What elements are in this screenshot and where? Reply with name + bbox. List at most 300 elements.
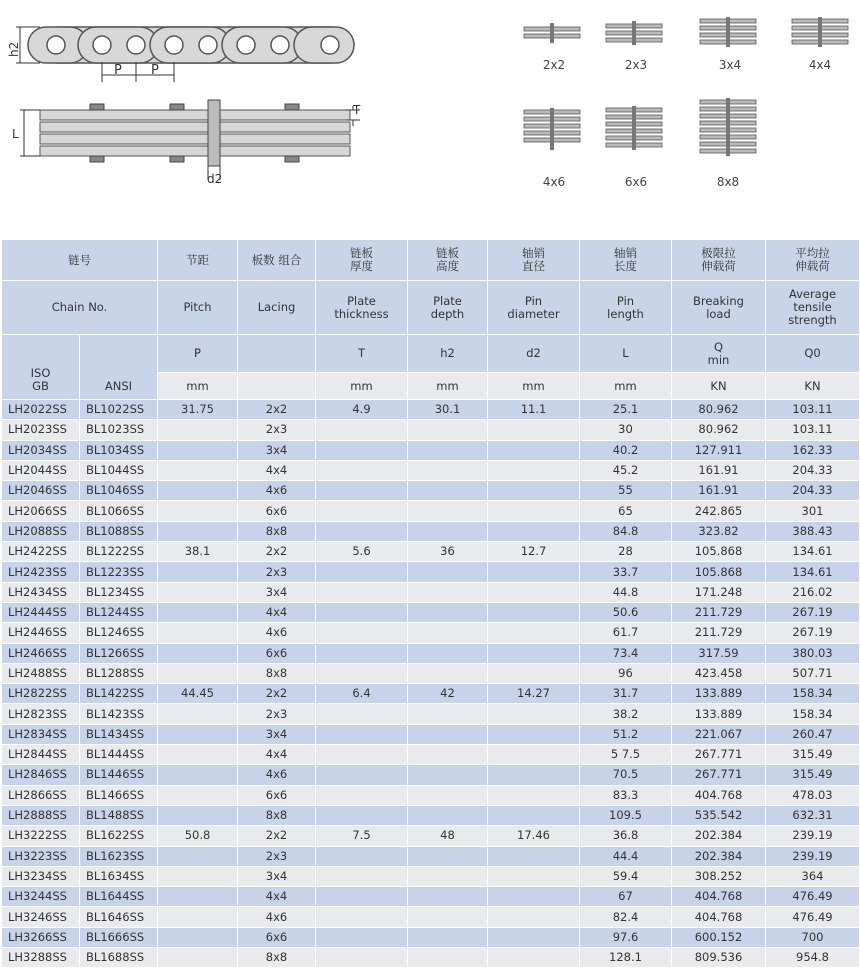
cell-avg-tensile: 301 xyxy=(766,501,860,521)
cell-avg-tensile: 507.71 xyxy=(766,663,860,683)
cell-iso-gb: LH2023SS xyxy=(2,420,80,440)
cell-plate-thickness xyxy=(316,643,408,663)
cell-pin-diameter xyxy=(488,745,580,765)
cell-iso-gb: LH2044SS xyxy=(2,460,80,480)
hdr-sym-pin-length: L xyxy=(580,335,672,373)
cell-lacing: 3x4 xyxy=(238,440,316,460)
cell-breaking-load: 221.067 xyxy=(672,724,766,744)
cell-plate-thickness xyxy=(316,866,408,886)
cell-pin-diameter xyxy=(488,420,580,440)
cell-ansi: BL1022SS xyxy=(80,400,158,420)
cell-breaking-load: 308.252 xyxy=(672,866,766,886)
hdr-sym-plate-depth: h2 xyxy=(408,335,488,373)
cell-breaking-load: 404.768 xyxy=(672,887,766,907)
cell-breaking-load: 423.458 xyxy=(672,663,766,683)
hdr-en-breaking-load: Breaking load xyxy=(672,281,766,335)
cell-breaking-load: 105.868 xyxy=(672,562,766,582)
cell-plate-thickness xyxy=(316,927,408,947)
cell-pitch xyxy=(158,562,238,582)
table-row xyxy=(2,785,860,805)
cell-iso-gb: LH3266SS xyxy=(2,927,80,947)
cell-avg-tensile: 632.31 xyxy=(766,805,860,825)
hdr-sym-pin-diameter: d2 xyxy=(488,335,580,373)
cell-pin-diameter xyxy=(488,724,580,744)
cell-lacing: 3x4 xyxy=(238,866,316,886)
spec-table xyxy=(1,239,860,968)
cell-plate-thickness xyxy=(316,460,408,480)
cell-pitch xyxy=(158,481,238,501)
cell-ansi: BL1246SS xyxy=(80,623,158,643)
cell-breaking-load: 171.248 xyxy=(672,582,766,602)
hdr-en-chain-no: Chain No. xyxy=(2,281,158,335)
cell-iso-gb: LH3244SS xyxy=(2,887,80,907)
table-row xyxy=(2,643,860,663)
cell-breaking-load: 404.768 xyxy=(672,907,766,927)
lacing-label-2x3: 2x3 xyxy=(624,58,648,72)
cell-lacing: 6x6 xyxy=(238,927,316,947)
cell-ansi: BL1444SS xyxy=(80,745,158,765)
cell-plate-thickness xyxy=(316,562,408,582)
hdr-cn-pin-diameter: 轴销 直径 xyxy=(488,240,580,281)
cell-pin-length: 96 xyxy=(580,663,672,683)
cell-pin-diameter xyxy=(488,927,580,947)
d2-label: d2 xyxy=(207,172,223,186)
unit-pin-length: mm xyxy=(580,373,672,400)
cell-lacing: 4x6 xyxy=(238,623,316,643)
cell-ansi: BL1623SS xyxy=(80,846,158,866)
cell-breaking-load: 127.911 xyxy=(672,440,766,460)
hdr-en-plate-depth: Plate depth xyxy=(408,281,488,335)
cell-pin-length: 73.4 xyxy=(580,643,672,663)
cell-lacing: 2x2 xyxy=(238,684,316,704)
cell-avg-tensile: 204.33 xyxy=(766,460,860,480)
table-row xyxy=(2,582,860,602)
cell-pin-length: 45.2 xyxy=(580,460,672,480)
cell-ansi: BL1446SS xyxy=(80,765,158,785)
cell-avg-tensile: 267.19 xyxy=(766,623,860,643)
hdr-sym-lacing xyxy=(238,335,316,373)
table-row xyxy=(2,866,860,886)
cell-pin-diameter xyxy=(488,582,580,602)
hdr-en-lacing: Lacing xyxy=(238,281,316,335)
cell-iso-gb: LH2844SS xyxy=(2,745,80,765)
unit-lacing xyxy=(238,373,316,400)
cell-iso-gb: LH2434SS xyxy=(2,582,80,602)
cell-pitch xyxy=(158,745,238,765)
unit-pitch: mm xyxy=(158,373,238,400)
hdr-ansi: ANSI xyxy=(80,335,158,400)
cell-plate-thickness xyxy=(316,948,408,968)
cell-pitch: 31.75 xyxy=(158,400,238,420)
table-row xyxy=(2,724,860,744)
cell-pin-diameter xyxy=(488,623,580,643)
lacing-icon-2x3 xyxy=(606,21,666,45)
cell-lacing: 4x4 xyxy=(238,887,316,907)
cell-pitch xyxy=(158,927,238,947)
cell-plate-thickness xyxy=(316,765,408,785)
table-row xyxy=(2,481,860,501)
cell-breaking-load: 80.962 xyxy=(672,420,766,440)
cell-plate-thickness xyxy=(316,623,408,643)
chain-side-view xyxy=(7,20,360,90)
table-row xyxy=(2,420,860,440)
table-row xyxy=(2,521,860,541)
table-row xyxy=(2,948,860,968)
cell-lacing: 4x4 xyxy=(238,460,316,480)
cell-pin-length: 44.8 xyxy=(580,582,672,602)
cell-iso-gb: LH2034SS xyxy=(2,440,80,460)
cell-pitch xyxy=(158,887,238,907)
cell-lacing: 2x3 xyxy=(238,420,316,440)
cell-plate-depth: 30.1 xyxy=(408,400,488,420)
cell-pin-length: 25.1 xyxy=(580,400,672,420)
cell-ansi: BL1434SS xyxy=(80,724,158,744)
cell-iso-gb: LH2446SS xyxy=(2,623,80,643)
cell-lacing: 4x4 xyxy=(238,745,316,765)
cell-ansi: BL1488SS xyxy=(80,805,158,825)
cell-avg-tensile: 476.49 xyxy=(766,907,860,927)
cell-iso-gb: LH2822SS xyxy=(2,684,80,704)
cell-breaking-load: 317.59 xyxy=(672,643,766,663)
cell-lacing: 2x2 xyxy=(238,542,316,562)
cell-pin-diameter: 11.1 xyxy=(488,400,580,420)
cell-avg-tensile: 260.47 xyxy=(766,724,860,744)
hdr-sym-breaking-load: Q min xyxy=(672,335,766,373)
header-row-symbols xyxy=(2,335,860,373)
cell-plate-thickness: 5.6 xyxy=(316,542,408,562)
cell-pitch xyxy=(158,846,238,866)
lacing-label-4x6: 4x6 xyxy=(542,175,566,189)
cell-pitch xyxy=(158,501,238,521)
cell-avg-tensile: 388.43 xyxy=(766,521,860,541)
hdr-en-pin-diameter: Pin diameter xyxy=(488,281,580,335)
cell-plate-depth xyxy=(408,623,488,643)
cell-pitch xyxy=(158,866,238,886)
cell-iso-gb: LH2444SS xyxy=(2,602,80,622)
cell-pitch xyxy=(158,805,238,825)
cell-avg-tensile: 158.34 xyxy=(766,704,860,724)
cell-avg-tensile: 216.02 xyxy=(766,582,860,602)
lacing-icon-8x8 xyxy=(700,98,760,158)
cell-iso-gb: LH2423SS xyxy=(2,562,80,582)
cell-pin-diameter xyxy=(488,948,580,968)
cell-lacing: 3x4 xyxy=(238,724,316,744)
cell-plate-depth xyxy=(408,704,488,724)
cell-pitch xyxy=(158,765,238,785)
hdr-sym-plate-thickness: T xyxy=(316,335,408,373)
cell-pin-length: 128.1 xyxy=(580,948,672,968)
cell-iso-gb: LH2846SS xyxy=(2,765,80,785)
cell-avg-tensile: 134.61 xyxy=(766,562,860,582)
cell-pin-diameter xyxy=(488,521,580,541)
cell-pitch xyxy=(158,724,238,744)
cell-avg-tensile: 954.8 xyxy=(766,948,860,968)
cell-avg-tensile: 103.11 xyxy=(766,400,860,420)
cell-plate-thickness xyxy=(316,440,408,460)
cell-ansi: BL1222SS xyxy=(80,542,158,562)
lacing-icon-6x6 xyxy=(606,106,666,150)
cell-breaking-load: 105.868 xyxy=(672,542,766,562)
cell-pitch xyxy=(158,420,238,440)
cell-ansi: BL1622SS xyxy=(80,826,158,846)
hdr-cn-avg-tensile: 平均拉 伸载荷 xyxy=(766,240,860,281)
cell-breaking-load: 809.536 xyxy=(672,948,766,968)
cell-lacing: 2x3 xyxy=(238,846,316,866)
cell-pin-diameter: 12.7 xyxy=(488,542,580,562)
cell-plate-thickness xyxy=(316,907,408,927)
header-row-en xyxy=(2,281,860,335)
cell-plate-depth xyxy=(408,501,488,521)
cell-plate-thickness xyxy=(316,704,408,724)
chain-top-view xyxy=(10,98,370,193)
table-row xyxy=(2,663,860,683)
cell-pin-diameter xyxy=(488,663,580,683)
cell-breaking-load: 133.889 xyxy=(672,704,766,724)
lacing-icon-3x4 xyxy=(700,17,760,47)
hdr-cn-pin-length: 轴销 长度 xyxy=(580,240,672,281)
table-row xyxy=(2,887,860,907)
cell-plate-depth xyxy=(408,440,488,460)
unit-plate-depth: mm xyxy=(408,373,488,400)
hdr-cn-plate-thickness: 链板 厚度 xyxy=(316,240,408,281)
cell-ansi: BL1466SS xyxy=(80,785,158,805)
cell-iso-gb: LH2488SS xyxy=(2,663,80,683)
cell-pin-length: 61.7 xyxy=(580,623,672,643)
cell-plate-depth xyxy=(408,521,488,541)
cell-breaking-load: 211.729 xyxy=(672,602,766,622)
cell-pin-length: 70.5 xyxy=(580,765,672,785)
cell-plate-depth xyxy=(408,420,488,440)
cell-pin-diameter xyxy=(488,602,580,622)
cell-plate-depth xyxy=(408,907,488,927)
cell-iso-gb: LH3222SS xyxy=(2,826,80,846)
cell-avg-tensile: 315.49 xyxy=(766,765,860,785)
cell-pitch: 50.8 xyxy=(158,826,238,846)
cell-pin-diameter xyxy=(488,907,580,927)
hdr-cn-plate-depth: 链板 高度 xyxy=(408,240,488,281)
cell-pin-length: 51.2 xyxy=(580,724,672,744)
cell-breaking-load: 267.771 xyxy=(672,745,766,765)
lacing-label-4x4: 4x4 xyxy=(808,58,832,72)
table-row xyxy=(2,440,860,460)
cell-plate-depth xyxy=(408,643,488,663)
cell-pin-length: 59.4 xyxy=(580,866,672,886)
cell-breaking-load: 133.889 xyxy=(672,684,766,704)
cell-pitch: 44.45 xyxy=(158,684,238,704)
cell-pin-diameter xyxy=(488,785,580,805)
cell-plate-depth: 36 xyxy=(408,542,488,562)
table-row xyxy=(2,602,860,622)
unit-avg-tensile: KN xyxy=(766,373,860,400)
cell-pin-diameter xyxy=(488,643,580,663)
L-label: L xyxy=(12,127,19,141)
cell-ansi: BL1244SS xyxy=(80,602,158,622)
cell-pin-length: 84.8 xyxy=(580,521,672,541)
unit-plate-thickness: mm xyxy=(316,373,408,400)
cell-avg-tensile: 134.61 xyxy=(766,542,860,562)
cell-plate-depth xyxy=(408,948,488,968)
cell-lacing: 2x2 xyxy=(238,400,316,420)
cell-lacing: 4x6 xyxy=(238,765,316,785)
cell-pin-length: 36.8 xyxy=(580,826,672,846)
cell-plate-depth xyxy=(408,582,488,602)
cell-plate-thickness xyxy=(316,602,408,622)
cell-pitch xyxy=(158,948,238,968)
cell-lacing: 2x3 xyxy=(238,704,316,724)
hdr-en-plate-thickness: Plate thickness xyxy=(316,281,408,335)
cell-lacing: 4x4 xyxy=(238,602,316,622)
cell-breaking-load: 242.865 xyxy=(672,501,766,521)
cell-avg-tensile: 158.34 xyxy=(766,684,860,704)
cell-plate-thickness xyxy=(316,846,408,866)
cell-avg-tensile: 239.19 xyxy=(766,826,860,846)
cell-ansi: BL1646SS xyxy=(80,907,158,927)
cell-plate-depth xyxy=(408,866,488,886)
cell-lacing: 6x6 xyxy=(238,643,316,663)
cell-pin-length: 65 xyxy=(580,501,672,521)
cell-pin-diameter xyxy=(488,805,580,825)
cell-ansi: BL1234SS xyxy=(80,582,158,602)
cell-breaking-load: 202.384 xyxy=(672,846,766,866)
cell-pin-length: 5 7.5 xyxy=(580,745,672,765)
cell-pitch xyxy=(158,704,238,724)
cell-pitch: 38.1 xyxy=(158,542,238,562)
cell-iso-gb: LH3288SS xyxy=(2,948,80,968)
cell-pitch xyxy=(158,602,238,622)
cell-breaking-load: 600.152 xyxy=(672,927,766,947)
lacing-label-2x2: 2x2 xyxy=(542,58,566,72)
cell-pin-diameter xyxy=(488,460,580,480)
hdr-en-pin-length: Pin length xyxy=(580,281,672,335)
cell-iso-gb: LH2866SS xyxy=(2,785,80,805)
cell-plate-thickness xyxy=(316,663,408,683)
cell-plate-thickness xyxy=(316,521,408,541)
p-label-1: P xyxy=(114,63,122,78)
table-row xyxy=(2,400,860,420)
cell-ansi: BL1423SS xyxy=(80,704,158,724)
cell-avg-tensile: 700 xyxy=(766,927,860,947)
cell-pin-length: 50.6 xyxy=(580,602,672,622)
hdr-cn-chain-no: 链号 xyxy=(2,240,158,281)
cell-lacing: 6x6 xyxy=(238,501,316,521)
cell-plate-depth xyxy=(408,745,488,765)
cell-plate-thickness: 6.4 xyxy=(316,684,408,704)
cell-avg-tensile: 476.49 xyxy=(766,887,860,907)
cell-iso-gb: LH3234SS xyxy=(2,866,80,886)
cell-plate-depth xyxy=(408,805,488,825)
cell-plate-thickness xyxy=(316,420,408,440)
h2-label: h2 xyxy=(7,41,21,57)
lacing-label-6x6: 6x6 xyxy=(624,175,648,189)
cell-iso-gb: LH2422SS xyxy=(2,542,80,562)
lacing-icon-4x6 xyxy=(524,108,584,150)
cell-avg-tensile: 204.33 xyxy=(766,481,860,501)
cell-avg-tensile: 380.03 xyxy=(766,643,860,663)
table-row xyxy=(2,826,860,846)
lacing-label-8x8: 8x8 xyxy=(716,175,740,189)
cell-pin-diameter xyxy=(488,866,580,886)
cell-lacing: 2x2 xyxy=(238,826,316,846)
cell-pitch xyxy=(158,623,238,643)
cell-avg-tensile: 239.19 xyxy=(766,846,860,866)
lacing-icon-2x2 xyxy=(524,23,584,43)
cell-ansi: BL1266SS xyxy=(80,643,158,663)
cell-pin-diameter xyxy=(488,481,580,501)
cell-avg-tensile: 478.03 xyxy=(766,785,860,805)
cell-plate-thickness xyxy=(316,805,408,825)
hdr-cn-pitch: 节距 xyxy=(158,240,238,281)
cell-pin-length: 55 xyxy=(580,481,672,501)
cell-pitch xyxy=(158,521,238,541)
cell-pin-length: 97.6 xyxy=(580,927,672,947)
cell-pin-length: 31.7 xyxy=(580,684,672,704)
cell-plate-thickness xyxy=(316,501,408,521)
cell-pitch xyxy=(158,785,238,805)
cell-plate-depth: 42 xyxy=(408,684,488,704)
cell-pin-length: 33.7 xyxy=(580,562,672,582)
cell-pin-length: 28 xyxy=(580,542,672,562)
cell-plate-depth xyxy=(408,663,488,683)
T-label: T xyxy=(353,103,361,117)
unit-breaking-load: KN xyxy=(672,373,766,400)
cell-ansi: BL1634SS xyxy=(80,866,158,886)
cell-breaking-load: 161.91 xyxy=(672,481,766,501)
cell-breaking-load: 211.729 xyxy=(672,623,766,643)
cell-pitch xyxy=(158,643,238,663)
table-row xyxy=(2,460,860,480)
cell-ansi: BL1046SS xyxy=(80,481,158,501)
cell-breaking-load: 404.768 xyxy=(672,785,766,805)
cell-breaking-load: 535.542 xyxy=(672,805,766,825)
cell-pin-diameter xyxy=(488,562,580,582)
unit-pin-diameter: mm xyxy=(488,373,580,400)
cell-pin-diameter xyxy=(488,887,580,907)
cell-plate-depth: 48 xyxy=(408,826,488,846)
cell-lacing: 2x3 xyxy=(238,562,316,582)
cell-iso-gb: LH2888SS xyxy=(2,805,80,825)
cell-plate-depth xyxy=(408,602,488,622)
table-row xyxy=(2,907,860,927)
cell-plate-thickness xyxy=(316,481,408,501)
cell-ansi: BL1044SS xyxy=(80,460,158,480)
cell-iso-gb: LH2834SS xyxy=(2,724,80,744)
cell-ansi: BL1688SS xyxy=(80,948,158,968)
cell-avg-tensile: 267.19 xyxy=(766,602,860,622)
cell-plate-thickness xyxy=(316,785,408,805)
cell-avg-tensile: 162.33 xyxy=(766,440,860,460)
cell-avg-tensile: 315.49 xyxy=(766,745,860,765)
cell-iso-gb: LH2823SS xyxy=(2,704,80,724)
hdr-sym-pitch: P xyxy=(158,335,238,373)
table-row xyxy=(2,542,860,562)
cell-ansi: BL1422SS xyxy=(80,684,158,704)
cell-lacing: 4x6 xyxy=(238,907,316,927)
table-row xyxy=(2,846,860,866)
cell-avg-tensile: 364 xyxy=(766,866,860,886)
cell-breaking-load: 267.771 xyxy=(672,765,766,785)
cell-lacing: 6x6 xyxy=(238,785,316,805)
cell-pin-length: 38.2 xyxy=(580,704,672,724)
cell-ansi: BL1066SS xyxy=(80,501,158,521)
cell-ansi: BL1088SS xyxy=(80,521,158,541)
hdr-iso-gb: ISO GB xyxy=(2,335,80,400)
cell-ansi: BL1223SS xyxy=(80,562,158,582)
cell-plate-depth xyxy=(408,785,488,805)
cell-lacing: 8x8 xyxy=(238,805,316,825)
cell-plate-depth xyxy=(408,887,488,907)
cell-ansi: BL1288SS xyxy=(80,663,158,683)
hdr-cn-lacing: 板数 组合 xyxy=(238,240,316,281)
